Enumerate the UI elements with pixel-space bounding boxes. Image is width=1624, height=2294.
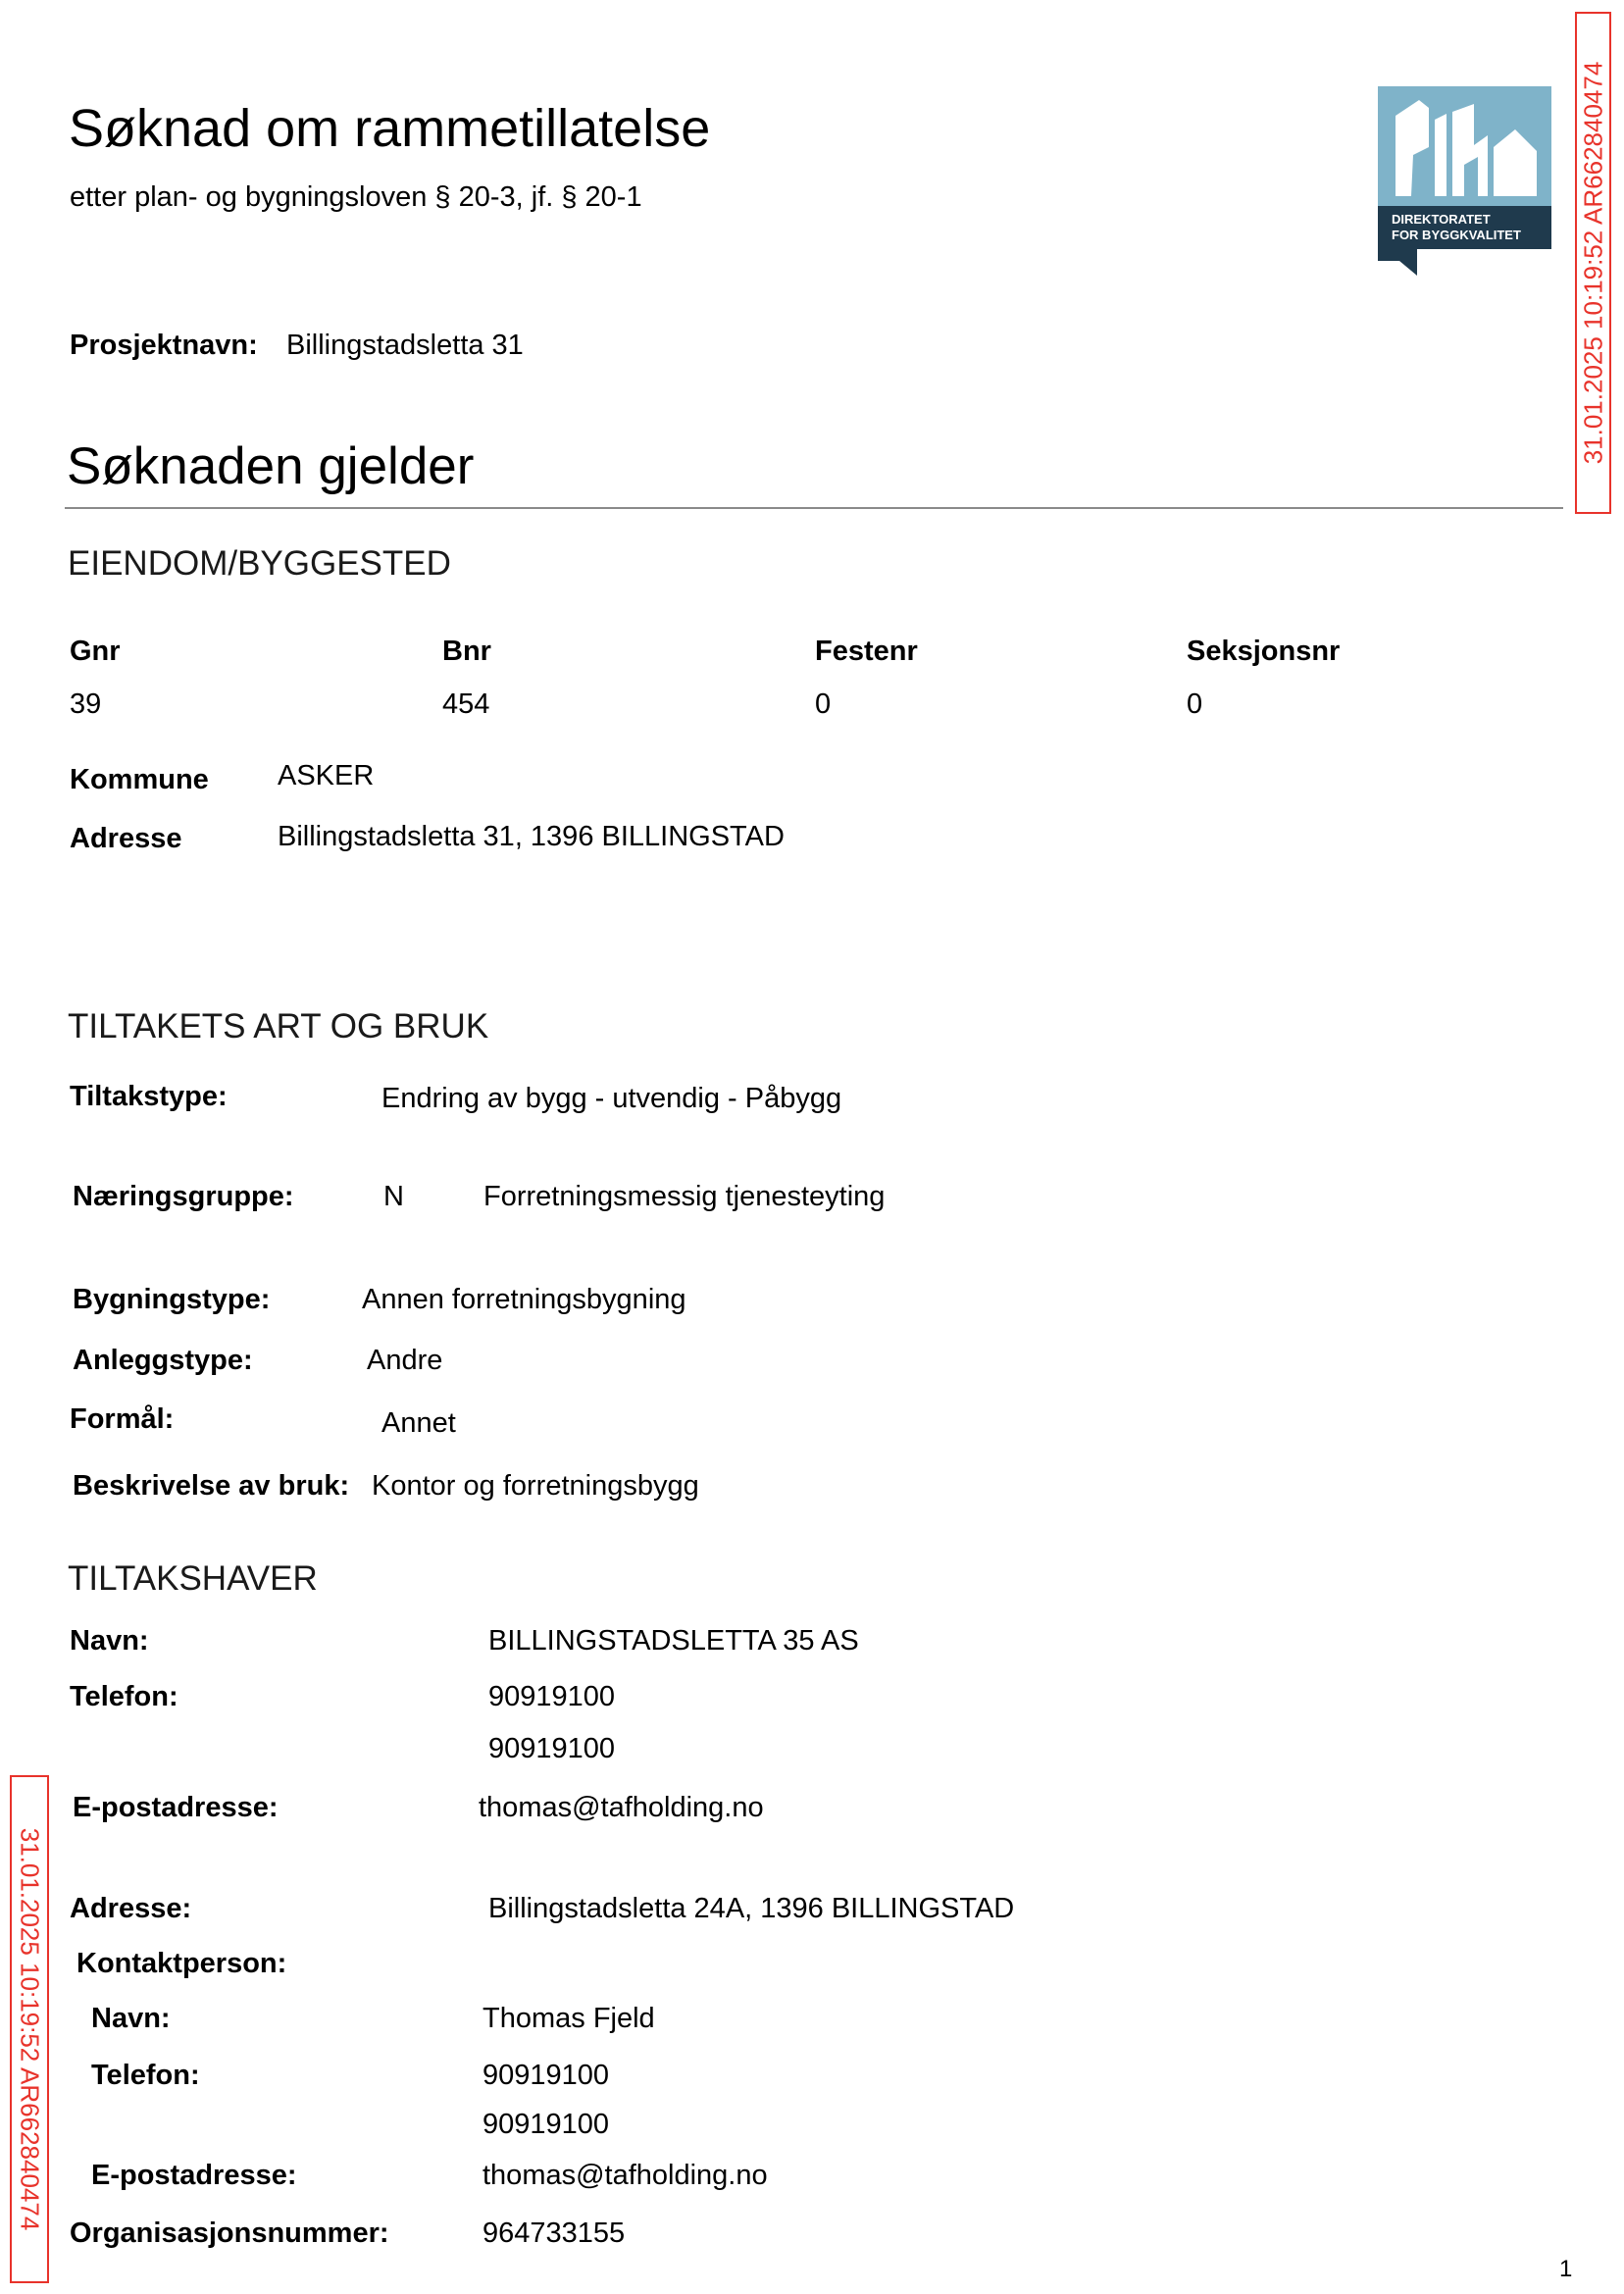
bnr-label: Bnr: [442, 636, 491, 667]
tiltakshaver-adresse-label: Adresse:: [70, 1893, 192, 1924]
tiltakshaver-telefon-value-1: 90919100: [488, 1681, 616, 1712]
bygningstype-value: Annen forretningsbygning: [362, 1284, 686, 1315]
document-subtitle: etter plan- og bygningsloven § 20-3, jf. § 20-1: [70, 181, 642, 213]
logo-text-line1: DIREKTORATET: [1392, 212, 1491, 227]
tiltakshaver-navn-label: Navn:: [70, 1625, 149, 1657]
tiltakshaver-adresse-value: Billingstadsletta 24A, 1396 BILLINGSTAD: [488, 1893, 1015, 1924]
kontakt-navn-value: Thomas Fjeld: [482, 2003, 655, 2034]
orgnr-label: Organisasjonsnummer:: [70, 2218, 389, 2249]
formal-label: Formål:: [70, 1403, 175, 1435]
anleggstype-value: Andre: [367, 1345, 443, 1376]
kontakt-navn-label: Navn:: [91, 2003, 171, 2034]
naeringsgruppe-value: Forretningsmessig tjenesteyting: [483, 1181, 886, 1212]
project-name-label: Prosjektnavn:: [70, 330, 258, 361]
seksjonsnr-label: Seksjonsnr: [1187, 636, 1341, 667]
project-name-value: Billingstadsletta 31: [286, 330, 524, 361]
page-number: 1: [1559, 2256, 1573, 2282]
tiltak-heading: TILTAKETS ART OG BRUK: [68, 1007, 489, 1045]
timestamp-stamp-top: [1575, 12, 1611, 514]
festenr-label: Festenr: [815, 636, 918, 667]
adresse-value: Billingstadsletta 31, 1396 BILLINGSTAD: [278, 821, 785, 852]
section-divider: [65, 507, 1563, 509]
formal-value: Annet: [381, 1407, 456, 1439]
kommune-value: ASKER: [278, 760, 375, 791]
orgnr-value: 964733155: [482, 2218, 626, 2249]
eiendom-heading: EIENDOM/BYGGESTED: [68, 544, 451, 583]
bnr-value: 454: [442, 688, 490, 720]
beskrivelse-value: Kontor og forretningsbygg: [372, 1470, 699, 1502]
kommune-label: Kommune: [70, 764, 209, 795]
tiltakshaver-telefon-label: Telefon:: [70, 1681, 178, 1712]
naeringsgruppe-label: Næringsgruppe:: [73, 1181, 294, 1212]
gnr-label: Gnr: [70, 636, 121, 667]
seksjonsnr-value: 0: [1187, 688, 1203, 720]
adresse-label: Adresse: [70, 823, 182, 854]
tiltakshaver-epost-value: thomas@tafholding.no: [479, 1792, 764, 1823]
section-title: Søknaden gjelder: [67, 437, 475, 495]
document-title: Søknad om rammetillatelse: [69, 99, 711, 158]
anleggstype-label: Anleggstype:: [73, 1345, 253, 1376]
beskrivelse-label: Beskrivelse av bruk:: [73, 1470, 350, 1502]
kontakt-epost-label: E-postadresse:: [91, 2160, 297, 2191]
logo-text-line2: FOR BYGGKVALITET: [1392, 228, 1521, 242]
tiltakshaver-epost-label: E-postadresse:: [73, 1792, 279, 1823]
kontakt-telefon-value-1: 90919100: [482, 2060, 610, 2091]
kontaktperson-label: Kontaktperson:: [76, 1948, 287, 1979]
timestamp-stamp-left: [10, 1775, 49, 2283]
festenr-value: 0: [815, 688, 832, 720]
gnr-value: 39: [70, 688, 102, 720]
timestamp-stamp-left-text: 31.01.2025 10:19:52 AR662840474: [15, 1827, 45, 2231]
tiltakshaver-navn-value: BILLINGSTADSLETTA 35 AS: [488, 1625, 859, 1657]
kontakt-telefon-label: Telefon:: [91, 2060, 200, 2091]
tiltakstype-value: Endring av bygg - utvendig - Påbygg: [381, 1083, 842, 1114]
timestamp-stamp-top-text: 31.01.2025 10:19:52 AR662840474: [1578, 61, 1607, 465]
bygningstype-label: Bygningstype:: [73, 1284, 271, 1315]
naeringsgruppe-code: N: [383, 1181, 404, 1212]
kontakt-telefon-value-2: 90919100: [482, 2109, 610, 2140]
kontakt-epost-value: thomas@tafholding.no: [482, 2160, 768, 2191]
tiltakshaver-heading: TILTAKSHAVER: [68, 1559, 318, 1598]
tiltakstype-label: Tiltakstype:: [70, 1081, 228, 1112]
tiltakshaver-telefon-value-2: 90919100: [488, 1733, 616, 1764]
dibk-logo: [1378, 86, 1551, 276]
